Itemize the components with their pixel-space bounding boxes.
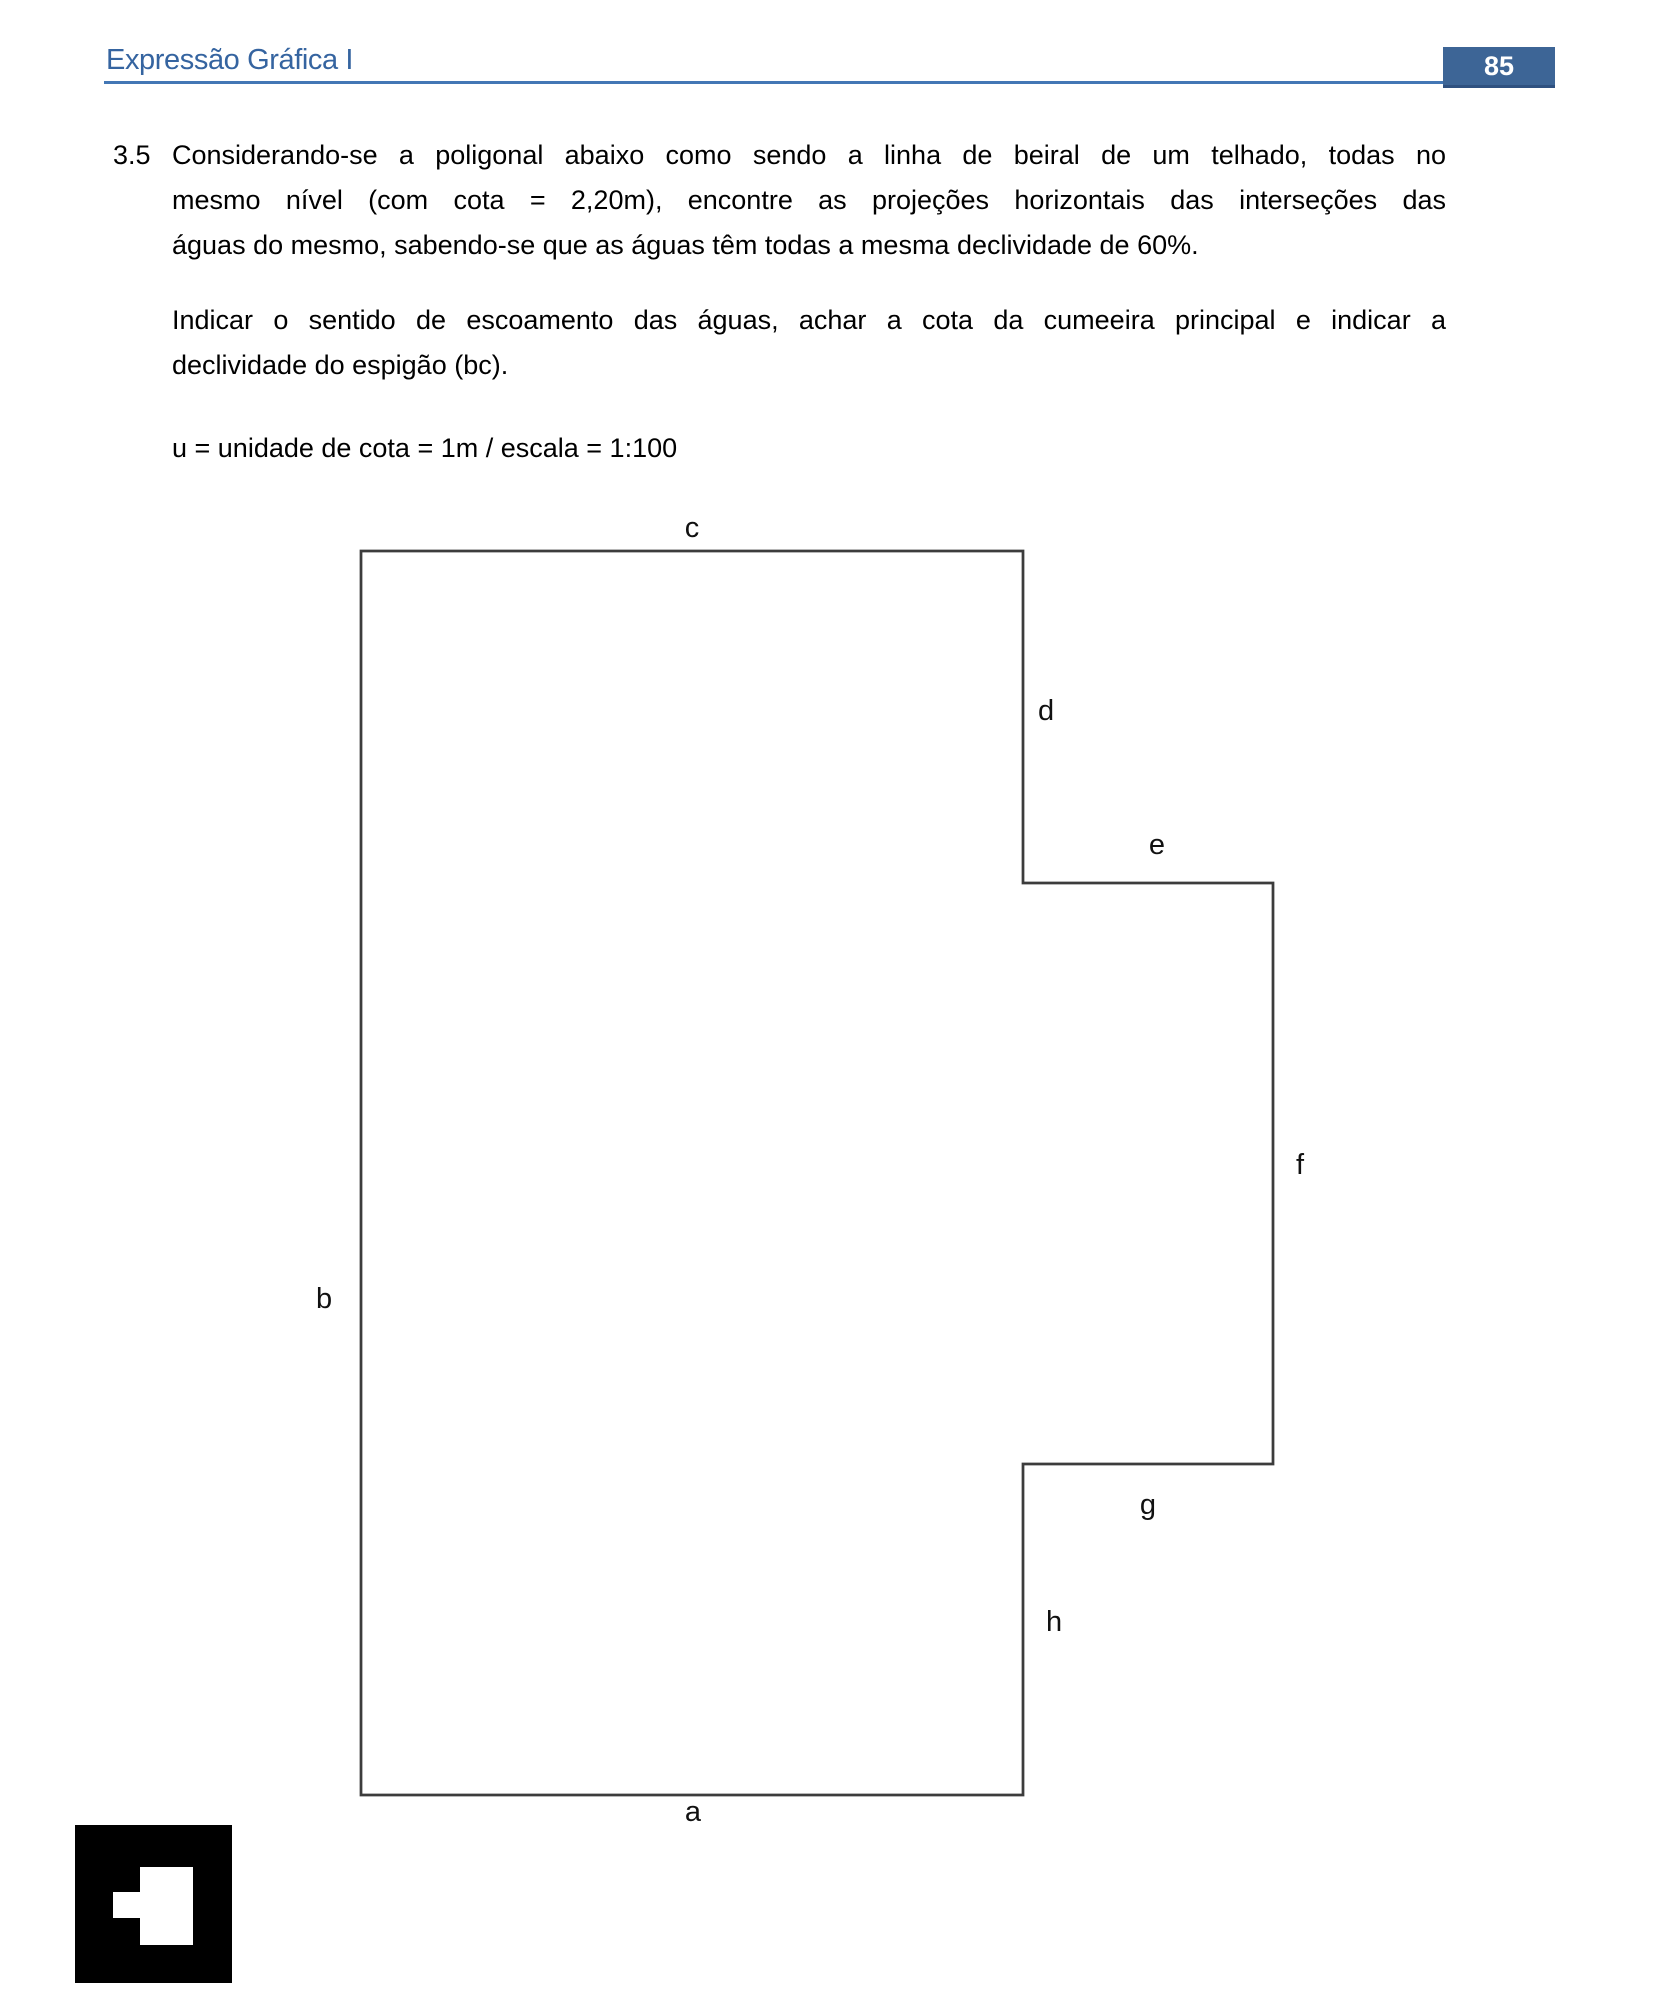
vertex-label-c: c <box>684 512 700 544</box>
vertex-label-a: a <box>684 1796 702 1828</box>
logo-shape-tab <box>113 1892 140 1918</box>
problem-statement-line: Considerando-se a poligonal abaixo como sendo a linha de beiral de um telhado, todas no <box>172 140 1446 170</box>
document-title: Expressão Gráfica I <box>106 44 354 76</box>
roof-polygon <box>361 551 1273 1795</box>
instruction-line: Indicar o sentido de escoamento das águas, achar a cota da cumeeira principal e indicar a <box>172 305 1446 335</box>
vertex-label-d: d <box>1038 695 1055 727</box>
problem-number: 3.5 <box>113 140 151 170</box>
page-number-badge: 85 <box>1443 47 1555 88</box>
logo-shape-rect <box>140 1867 193 1945</box>
vertex-label-e: e <box>1148 829 1166 861</box>
vertex-label-h: h <box>1046 1606 1063 1638</box>
vertex-label-b: b <box>316 1283 333 1315</box>
vertex-label-g: g <box>1139 1489 1157 1521</box>
vertex-label-f: f <box>1296 1149 1305 1181</box>
scale-note: u = unidade de cota = 1m / escala = 1:100 <box>172 433 678 463</box>
problem-statement-line: mesmo nível (com cota = 2,20m), encontre as projeções horizontais das interseções das <box>172 185 1446 215</box>
publisher-logo-icon <box>75 1825 232 1983</box>
instruction-line: declividade do espigão (bc). <box>172 350 509 380</box>
problem-statement-line: águas do mesmo, sabendo-se que as águas têm todas a mesma declividade de 60%. <box>172 230 1199 260</box>
